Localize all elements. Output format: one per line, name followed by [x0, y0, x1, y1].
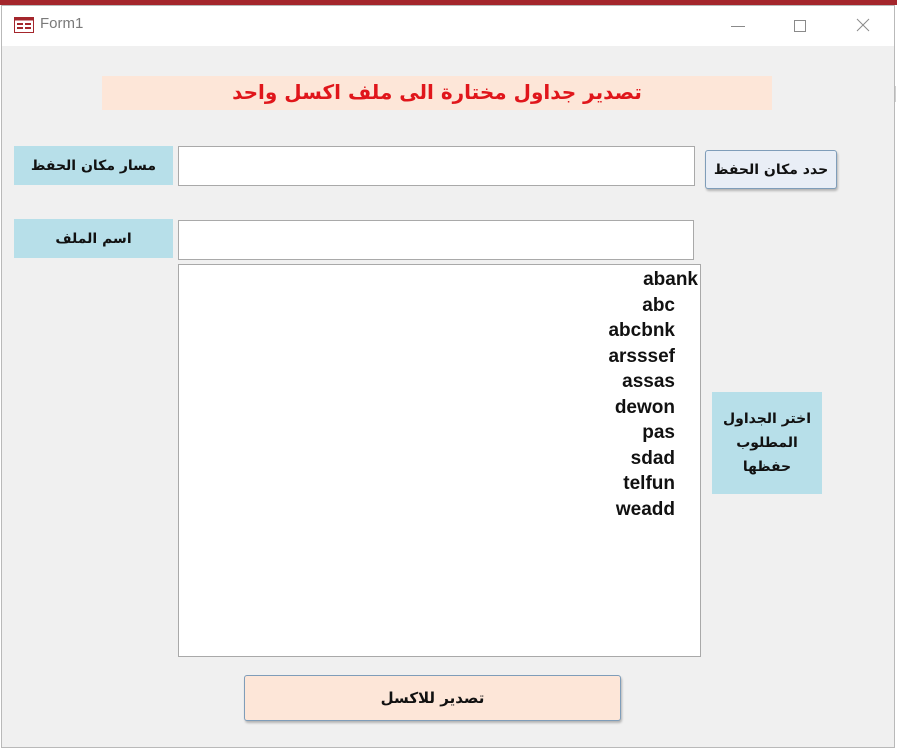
window-edge-mark [895, 86, 896, 102]
choose-tables-label: اختر الجداول المطلوب حفظها [712, 392, 822, 494]
window-title: Form1 [40, 15, 84, 32]
list-item[interactable]: abc [642, 294, 675, 316]
form-banner-title: تصدير جداول مختارة الى ملف اكسل واحد [102, 76, 772, 110]
list-item[interactable]: dewon [614, 396, 675, 418]
close-button[interactable] [832, 6, 894, 46]
file-name-label: اسم الملف [14, 219, 173, 258]
file-name-input[interactable] [178, 220, 694, 260]
export-to-excel-button[interactable]: تصدير للاكسل [244, 675, 621, 721]
list-item[interactable]: telfun [623, 473, 675, 494]
form-icon [14, 17, 34, 33]
list-item[interactable]: abank [643, 269, 698, 290]
form-window [1, 5, 895, 748]
list-item[interactable]: abcbnk [608, 320, 675, 341]
browse-save-location-button[interactable]: حدد مكان الحفظ [705, 150, 837, 189]
maximize-button[interactable] [769, 6, 831, 46]
list-item[interactable]: assas [622, 371, 675, 392]
close-icon [856, 17, 870, 36]
title-bar[interactable] [2, 6, 894, 46]
list-item[interactable]: arsssef [608, 345, 675, 367]
list-item[interactable]: weadd [615, 498, 675, 520]
tables-listbox[interactable] [178, 264, 701, 657]
list-item[interactable]: sdad [630, 447, 675, 469]
list-item[interactable]: pas [642, 422, 675, 443]
minimize-icon [731, 26, 745, 27]
save-path-label: مسار مكان الحفظ [14, 146, 173, 185]
save-path-input[interactable] [178, 146, 695, 186]
minimize-button[interactable] [707, 6, 769, 46]
maximize-icon [794, 20, 806, 32]
